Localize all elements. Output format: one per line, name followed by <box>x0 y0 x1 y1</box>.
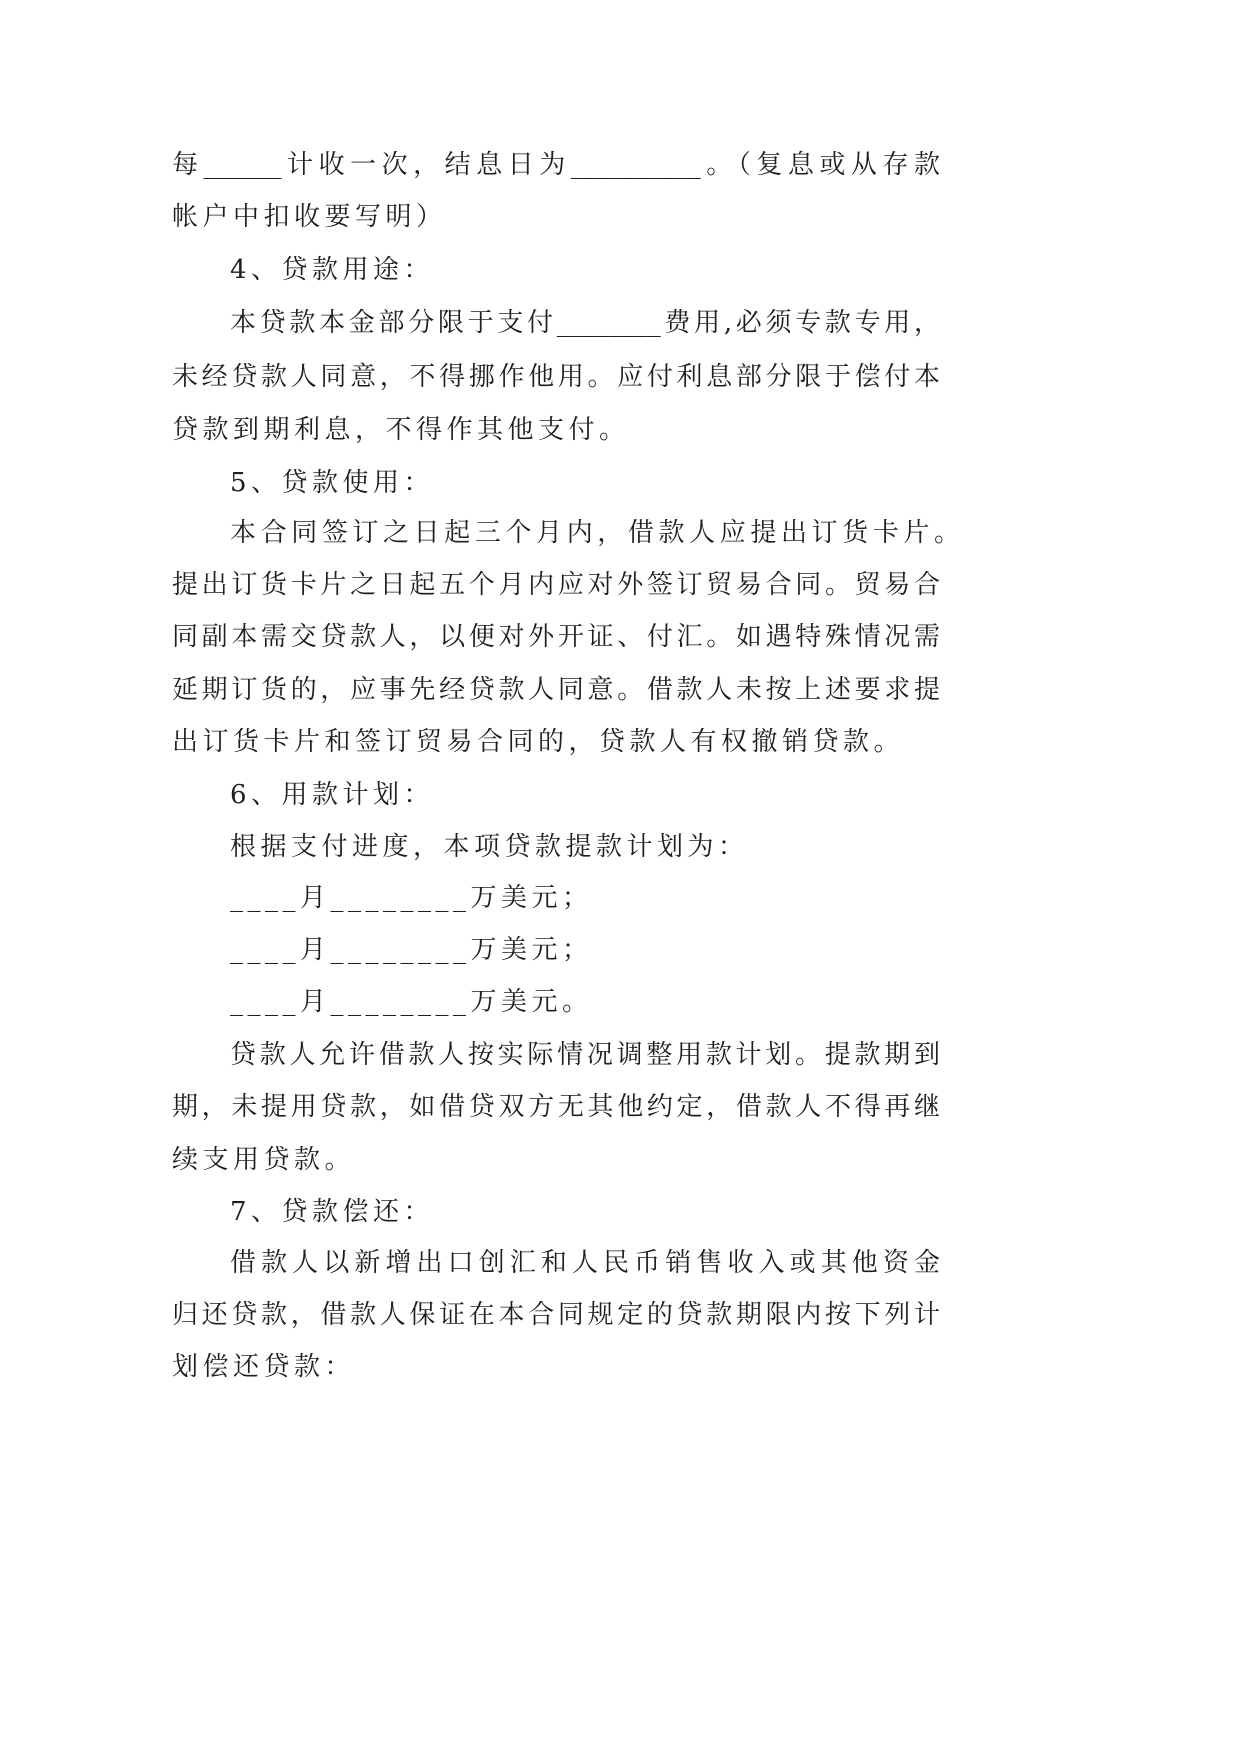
body-text-line: 贷款到期利息，不得作其他支付。 <box>172 415 630 445</box>
body-text-line: 帐户中扣收要写明） <box>172 202 447 232</box>
section-heading-6: 6、用款计划： <box>230 780 435 810</box>
section-heading-4: 4、贷款用途： <box>230 255 435 285</box>
body-text-line: 期，未提用贷款，如借贷双方无其他约定，借款人不得再继 <box>172 1092 940 1122</box>
body-text-line: 延期订货的，应事先经贷款人同意。借款人未按上述要求提 <box>172 675 940 705</box>
section-heading-5: 5、贷款使用： <box>230 468 435 498</box>
body-text-line: 根据支付进度，本项贷款提款计划为： <box>230 832 749 862</box>
body-text-line: 划偿还贷款： <box>172 1352 356 1382</box>
plan-entry-line: ____月________万美元。 <box>230 987 593 1017</box>
body-text-line: 本合同签订之日起三个月内，借款人应提出订货卡片。 <box>230 518 960 548</box>
body-text-line: 归还贷款，借款人保证在本合同规定的贷款期限内按下列计 <box>172 1300 940 1330</box>
body-text-line: 借款人以新增出口创汇和人民币销售收入或其他资金 <box>230 1248 940 1278</box>
plan-entry-line: ____月________万美元； <box>230 935 593 965</box>
body-text-line: 提出订货卡片之日起五个月内应对外签订贸易合同。贸易合 <box>172 570 940 600</box>
body-text-line: 出订货卡片和签订贸易合同的，贷款人有权撤销贷款。 <box>172 727 905 757</box>
body-text-line: 未经贷款人同意，不得挪作他用。应付利息部分限于偿付本 <box>172 362 940 392</box>
body-text-line: 本贷款本金部分限于支付________费用,必须专款专用， <box>230 308 940 338</box>
body-text-line: 每______计收一次，结息日为__________。（复息或从存款 <box>172 150 940 180</box>
plan-entry-line: ____月________万美元； <box>230 883 593 913</box>
section-heading-7: 7、贷款偿还： <box>230 1197 435 1227</box>
body-text-line: 续支用贷款。 <box>172 1145 356 1175</box>
body-text-line: 同副本需交贷款人，以便对外开证、付汇。如遇特殊情况需 <box>172 622 940 652</box>
body-text-line: 贷款人允许借款人按实际情况调整用款计划。提款期到 <box>230 1040 940 1070</box>
